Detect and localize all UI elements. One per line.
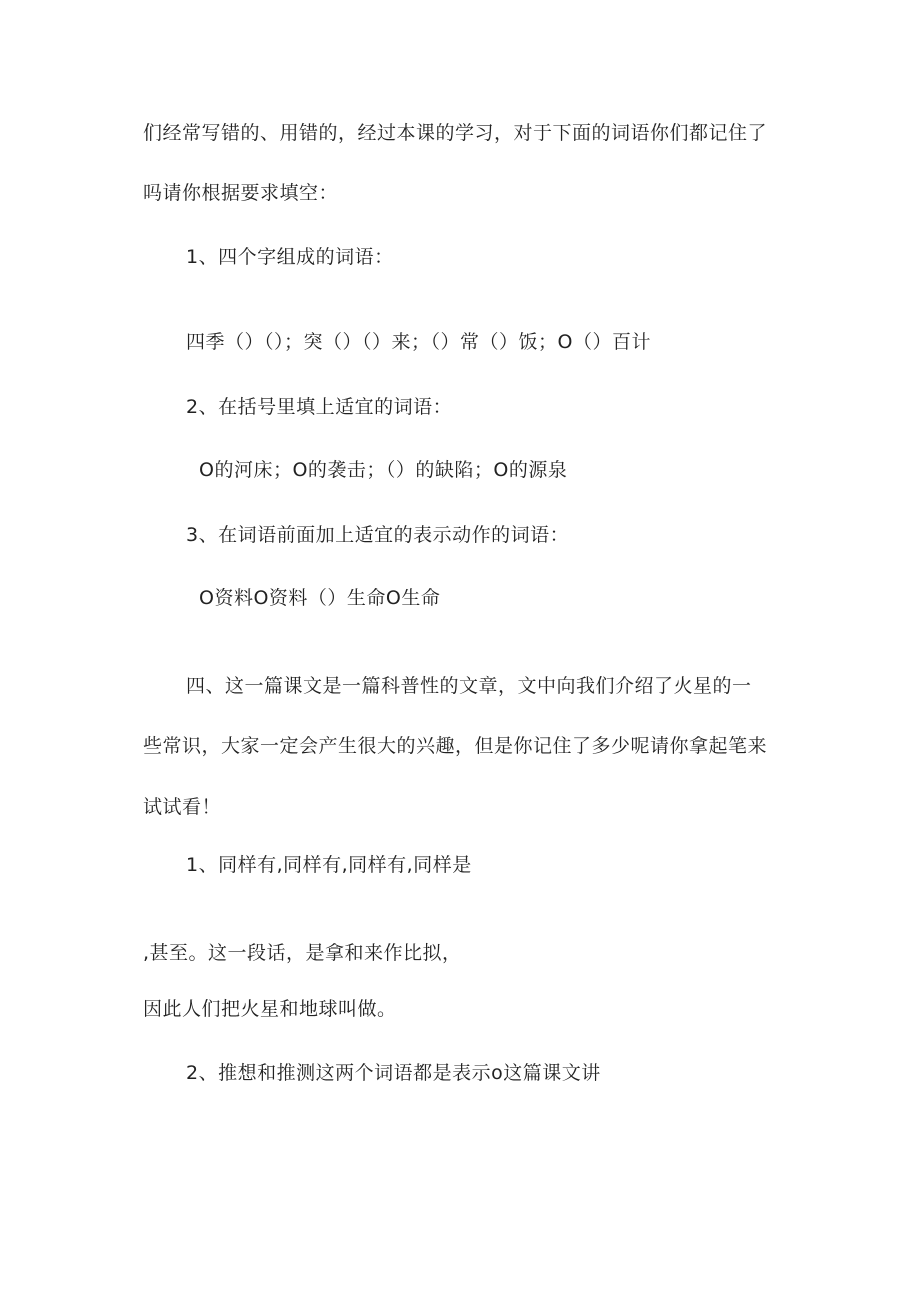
section-4-question-1-cont-2: 因此人们把火星和地球叫做。: [143, 998, 397, 1020]
question-2-heading: 2、在括号里填上适宜的词语：: [186, 396, 453, 418]
section-4-question-1-cont-1: ,甚至。这一段话，是拿和来作比拟，: [143, 942, 462, 964]
question-1-blanks: 四季（）（）；突（）（）来；（）常（）饭；O（）百计: [186, 331, 651, 353]
paragraph-line-1: 们经常写错的、用错的，经过本课的学习，对于下面的词语你们都记住了: [143, 122, 768, 144]
question-3-heading: 3、在词语前面加上适宜的表示动作的词语：: [186, 524, 570, 546]
section-4-question-1: 1、同样有,同样有,同样有,同样是: [186, 854, 472, 876]
section-4-line-2: 些常识，大家一定会产生很大的兴趣，但是你记住了多少呢请你拿起笔来: [143, 735, 768, 757]
question-3-blanks: O资料O资料（）生命O生命: [199, 587, 441, 609]
section-4-question-2: 2、推想和推测这两个词语都是表示o这篇课文讲: [186, 1062, 601, 1084]
section-4-line-1: 四、这一篇课文是一篇科普性的文章，文中向我们介绍了火星的一: [186, 675, 752, 697]
section-4-line-3: 试试看！: [143, 796, 222, 818]
paragraph-line-2: 吗请你根据要求填空：: [143, 182, 339, 204]
question-2-blanks: O的河床；O的袭击；（）的缺陷；O的源泉: [199, 459, 568, 481]
question-1-heading: 1、四个字组成的词语：: [186, 246, 394, 268]
